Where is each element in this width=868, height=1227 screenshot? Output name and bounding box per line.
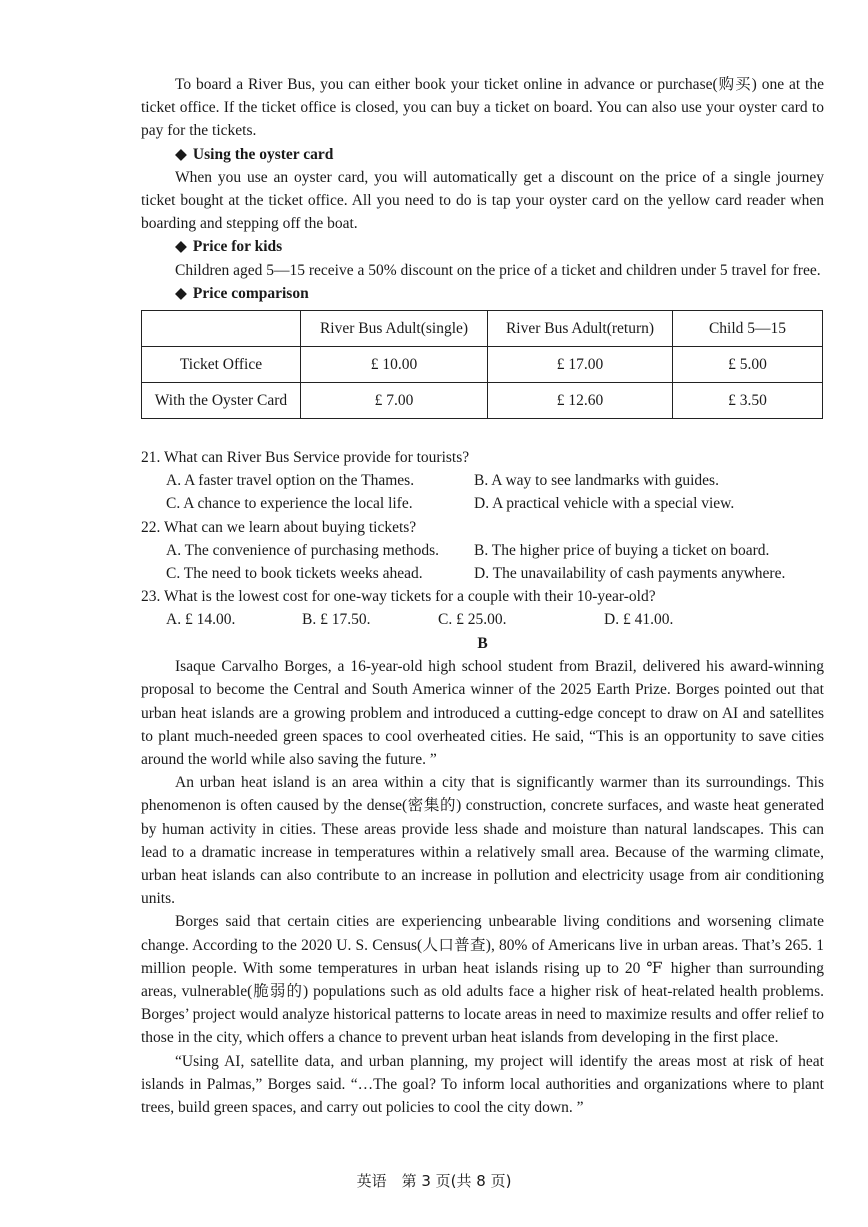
section-heading-oyster: ◆ Using the oyster card	[175, 145, 334, 163]
passage-b	[141, 632, 824, 1119]
table-row	[142, 347, 823, 383]
option-22-b: B. The higher price of buying a ticket on board.	[474, 541, 770, 559]
table-row	[142, 383, 823, 419]
table-cell: £ 5.00	[673, 347, 823, 383]
question-23-options-row	[141, 608, 831, 631]
passage-b-paragraph: An urban heat island is an area within a city that is significantly warmer than its surroundings. This phenomenon is often caused by the dense(密集的) construction, concrete surfaces, and waste heat generated by human activity in cities. These areas provide less shade and moisture than natural landscapes. This can lead to a dramatic increase in temperatures within a relatively small area. Because of the warming climate, urban heat islands can also contribute to an increase in pollution and electricity usage from air conditioning units.	[141, 774, 824, 908]
table-cell: £ 17.00	[488, 347, 673, 383]
question-23-stem: 23. What is the lowest cost for one-way tickets for a couple with their 10-year-old?	[141, 588, 656, 606]
table-cell: £ 10.00	[301, 347, 488, 383]
passage-b-paragraph: “Using AI, satellite data, and urban planning, my project will identify the areas most at risk of heat islands in Palmas,” Borges said. “…The goal? To inform local authorities and organizations where to plant trees, build green spaces, and carry out policies to cool the city down. ”	[141, 1052, 824, 1117]
table-header-cell: Child 5—15	[673, 311, 823, 347]
question-22-stem: 22. What can we learn about buying tickets?	[141, 518, 417, 536]
oyster-paragraph: When you use an oyster card, you will automatically get a discount on the price of a single journey ticket bought at the ticket office. All you need to do is tap your oyster card on the yellow card reader when boarding and stepping off the boat.	[141, 168, 824, 233]
option-21-a: A. A faster travel option on the Thames.	[166, 472, 415, 490]
intro-paragraph: To board a River Bus, you can either book your ticket online in advance or purchase(购买) one at the ticket office. If the ticket office is closed, you can buy a ticket on board. You can also use your oyster card to pay for the tickets.	[141, 76, 824, 140]
question-21-options-row	[141, 492, 831, 515]
option-21-c: C. A chance to experience the local life.	[166, 495, 413, 513]
section-heading-comparison: ◆ Price comparison	[175, 284, 309, 302]
option-23-b: B. £ 17.50.	[302, 611, 371, 629]
table-header-cell	[142, 311, 301, 347]
table-cell: Ticket Office	[142, 347, 301, 383]
option-23-c: C. £ 25.00.	[438, 611, 507, 629]
passage-b-label: B	[477, 635, 488, 652]
option-21-d: D. A practical vehicle with a special view.	[474, 495, 735, 513]
table-header-cell: River Bus Adult(return)	[488, 311, 673, 347]
option-22-a: A. The convenience of purchasing methods.	[166, 541, 440, 559]
question-22-options-row	[141, 539, 831, 562]
kids-paragraph: Children aged 5—15 receive a 50% discount on the price of a ticket and children under 5 travel for free.	[175, 261, 821, 279]
option-21-b: B. A way to see landmarks with guides.	[474, 472, 719, 490]
option-22-d: D. The unavailability of cash payments anywhere.	[474, 565, 786, 583]
diamond-bullet-icon: ◆	[175, 238, 187, 256]
option-23-a: A. £ 14.00.	[166, 611, 236, 629]
question-22-options-row	[141, 562, 831, 585]
table-cell: £ 7.00	[301, 383, 488, 419]
table-header-cell: River Bus Adult(single)	[301, 311, 488, 347]
diamond-bullet-icon: ◆	[175, 145, 187, 163]
diamond-bullet-icon: ◆	[175, 284, 187, 302]
question-21-options-row	[141, 469, 831, 492]
exam-page	[141, 73, 824, 423]
table-cell: £ 3.50	[673, 383, 823, 419]
table-cell: £ 12.60	[488, 383, 673, 419]
passage-b-paragraph: Borges said that certain cities are experiencing unbearable living conditions and worsening climate change. According to the 2020 U. S. Census(人口普查), 80% of Americans live in urban areas. That’s 265. 1 million people. With some temperatures in urban heat islands rising up to 20 ℉ higher than surrounding areas, vulnerable(脆弱的) populations such as old adults face a higher risk of heat-related health problems. Borges’ project would analyze historical patterns to locate areas in need to maximize results and offer relief to those in the city, which offers a chance to prevent urban heat islands from developing in the first place.	[141, 913, 824, 1047]
passage-b-paragraph: Isaque Carvalho Borges, a 16-year-old high school student from Brazil, delivered his award-winning proposal to become the Central and South America winner of the 2025 Earth Prize. Borges pointed out that urban heat islands are a growing problem and introduced a cutting-edge concept to draw on AI and satellites to plant much-needed green spaces to cool overheated cities. He said, “This is an opportunity to save cities around the world while also saving the future. ”	[141, 658, 824, 769]
table-cell: With the Oyster Card	[142, 383, 301, 419]
question-21-stem: 21. What can River Bus Service provide for tourists?	[141, 449, 470, 466]
questions-block	[141, 446, 831, 632]
price-comparison-table	[141, 310, 823, 419]
option-22-c: C. The need to book tickets weeks ahead.	[166, 565, 423, 583]
section-heading-kids: ◆ Price for kids	[175, 238, 283, 256]
page-footer: 英语 第 3 页(共 8 页)	[356, 1172, 512, 1190]
option-23-d: D. £ 41.00.	[604, 611, 674, 629]
table-header-row	[142, 311, 823, 347]
